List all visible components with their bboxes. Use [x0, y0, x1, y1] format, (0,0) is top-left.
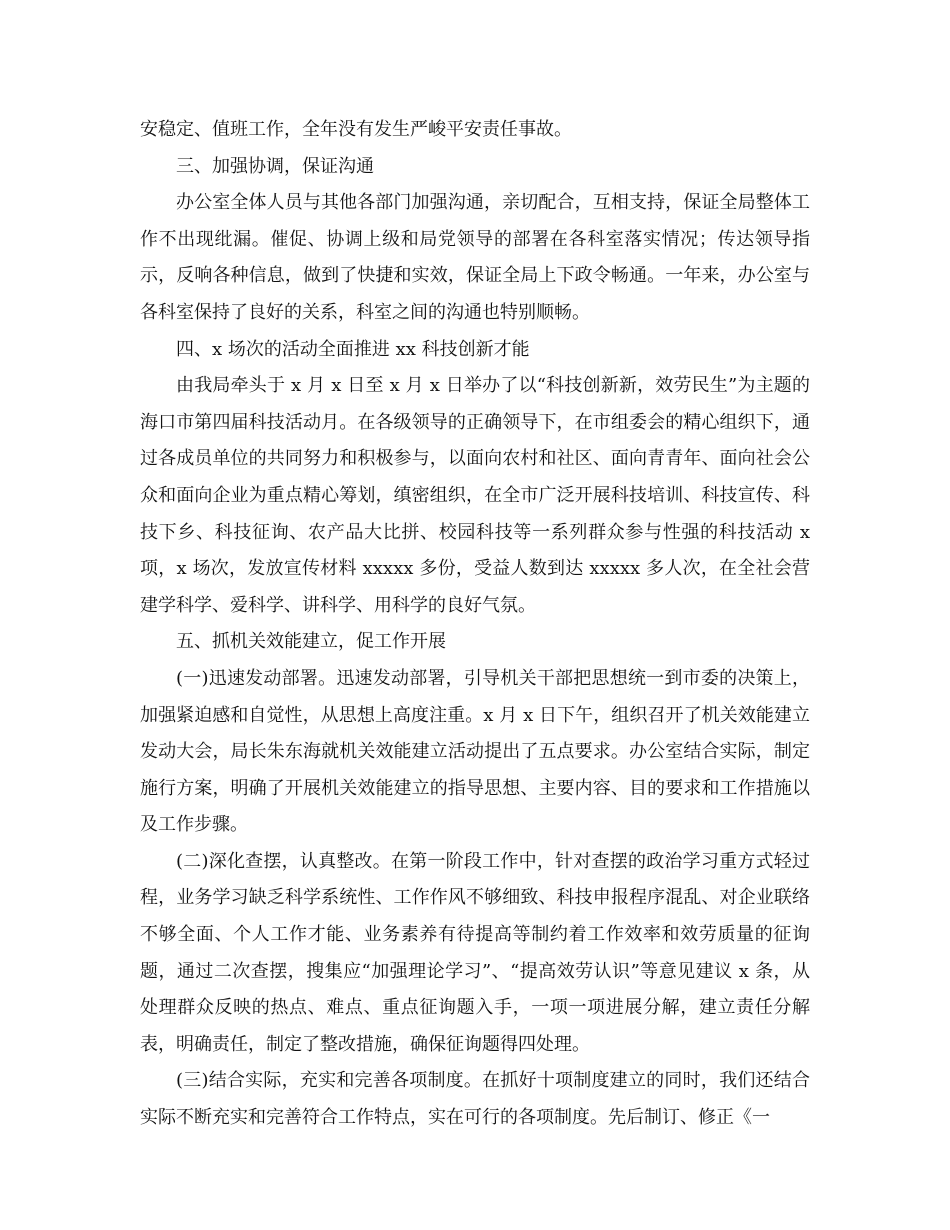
paragraph-tech-month: 由我局牵头于 x 月 x 日至 x 月 x 日举办了以“科技创新新，效劳民生”为主题的海口市第四届科技活动月。在各级领导的正确领导下，在市组委会的精心组织下，通过各成员单位的共同努力和积极参与，以面向农村和社区、面向青青年、面向社会公众和面向企业为重点精心筹划，缜密组织，在全市广泛开展科技培训、科技宣传、科技下乡、科技征询、农产品大比拼、校园科技等一系列群众参与性强的科技活动 x 项，x 场次，发放宣传材料 xxxxx 多份，受益人数到达 xxxxx 多人次，在全社会营建学科学、爱科学、讲科学、用科学的良好气氛。 — [140, 375, 810, 616]
paragraph-communication: 办公室全体人员与其他各部门加强沟通，亲切配合，互相支持，保证全局整体工作不出现纰漏。催促、协调上级和局党领导的部署在各科室落实情况；传达领导指示，反响各种信息，做到了快捷和实效，保证全局上下政令畅通。一年来，办公室与各科室保持了良好的关系，科室之间的沟通也特别顺畅。 — [140, 192, 810, 323]
paragraph-continuation: 安稳定、值班工作，全年没有发生严峻平安责任事故。 — [140, 119, 572, 140]
paragraph-systems: (三)结合实际，充实和完善各项制度。在抓好十项制度建立的同时，我们还结合实际不断充实和完善符合工作特点，实在可行的各项制度。先后制订、修正《一 — [140, 1070, 810, 1129]
document-body — [140, 112, 810, 1137]
paragraph-mobilize: (一)迅速发动部署。迅速发动部署，引导机关干部把思想统一到市委的决策上，加强紧迫感和自觉性，从思想上高度注重。x 月 x 日下午，组织召开了机关效能建立发动大会，局长朱东海就机关效能建立活动提出了五点要求。办公室结合实际，制定施行方案，明确了开展机关效能建立的指导思想、主要内容、目的要求和工作措施以及工作步骤。 — [140, 667, 810, 836]
section-heading-3: 三、加强协调，保证沟通 — [176, 155, 374, 177]
paragraph-rectify: (二)深化查摆，认真整改。在第一阶段工作中，针对查摆的政治学习重方式轻过程，业务学习缺乏科学系统性、工作作风不够细致、科技申报程序混乱、对企业联络不够全面、个人工作才能、业务素养有待提高等制约着工作效率和效劳质量的征询题，通过二次查摆，搜集应“加强理论学习”、“提高效劳认识”等意见建议 x 条，从处理群众反映的热点、难点、重点征询题入手，一项一项进展分解，建立责任分解表，明确责任，制定了整改措施，确保征询题得四处理。 — [140, 850, 810, 1055]
section-heading-4: 四、x 场次的活动全面推进 xx 科技创新才能 — [176, 338, 530, 360]
section-heading-5: 五、抓机关效能建立，促工作开展 — [176, 631, 446, 653]
